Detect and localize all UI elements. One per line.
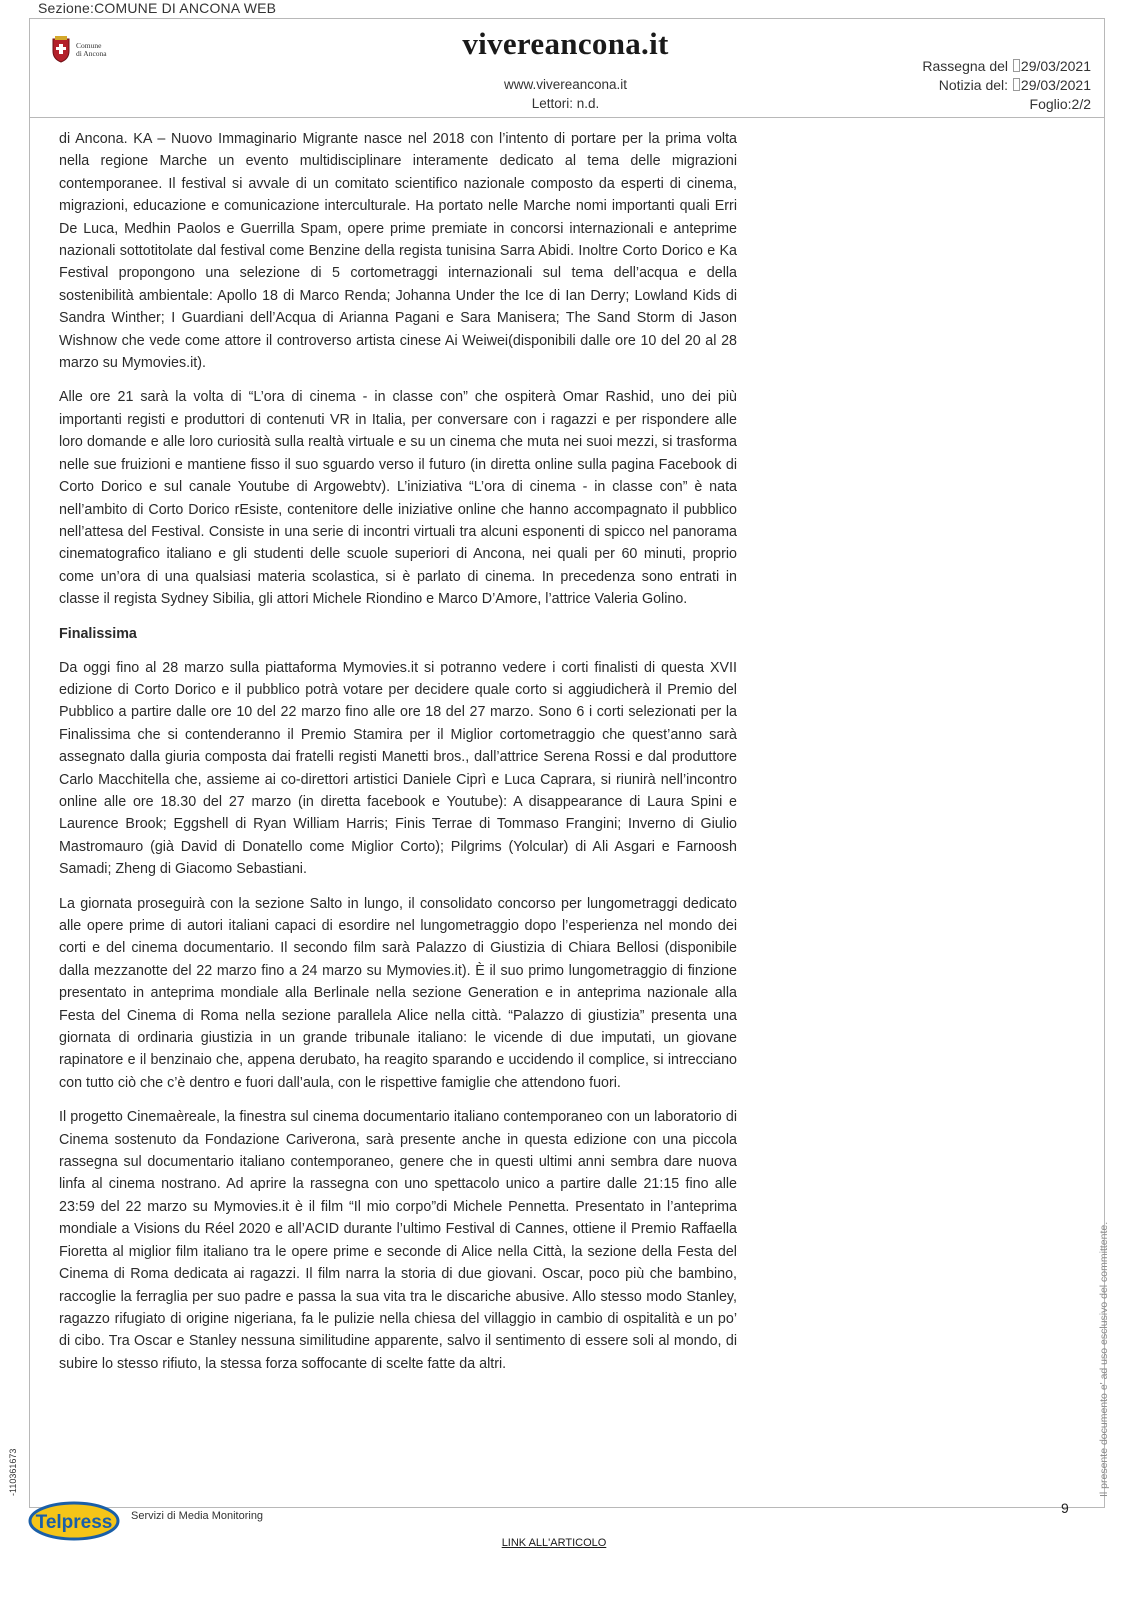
rassegna-line [922,57,1091,76]
document-id-vertical: -110361673 [8,1448,18,1496]
clipping-meta [922,57,1091,114]
article-link[interactable]: LINK ALL'ARTICOLO [501,1537,607,1549]
logo-text-line2: di Ancona [76,49,107,58]
paragraph: di Ancona. KA – Nuovo Immaginario Migrante nasce nel 2018 con l’intento di portare per la prima volta nella regione Marche un evento multidisciplinare interamente dedicato al tema delle migrazioni contemporanee. Il festival si avvale di un comitato scientifico nazionale composto da esperti di cinema, migrazioni, educazione e comunicazione interculturale. Ha portato nelle Marche nomi importanti quali Erri De Luca, Medhin Paolos e Guerrilla Spam, opere prime premiate in concorsi internazionali e anteprime nazionali sottotitolate dal festival come Benzine della regista tunisina Sarra Abidi. Inoltre Corto Dorico e Ka Festival propongono una selezione di 5 cortometraggi internazionali sul tema dell’acqua e della sostenibilità ambientale: Apollo 18 di Marco Renda; Johanna Under the Ice di Ian Derry; Lowland Kids di Sandra Winther; I Guardiani dell’Acqua di Arianna Pagani e Sara Manisera; The Sand Storm di Jason Wishnow che vede come attore il controverso artista cinese Ai Weiwei(disponibili dalle ore 10 del 20 al 28 marzo su Mymovies.it). [59,131,737,372]
section-label: Sezione:COMUNE DI ANCONA WEB [38,0,277,16]
foglio: Foglio:2/2 [1029,96,1091,112]
missing-glyph-icon [1013,59,1020,72]
header-divider [29,117,1105,118]
telpress-wordmark: Telpress [35,1512,113,1533]
monitoring-caption: Servizi di Media Monitoring [131,1510,264,1522]
logo-text-line1: Comune [76,41,102,50]
section-heading: Finalissima [59,625,137,642]
notizia-line [922,76,1091,95]
site-url: www.vivereancona.it [503,77,628,92]
disclaimer-vertical: Il presente documento e' ad uso esclusivo del committente. [1098,1221,1110,1497]
page-number: 9 [1061,1500,1069,1516]
notizia-date: 29/03/2021 [1020,77,1091,93]
missing-glyph-icon [1013,78,1020,91]
paragraph: La giornata proseguirà con la sezione Salto in lungo, il consolidato concorso per lungometraggi dedicato alle opere prime di autori italiani capaci di esordire nel lungometraggio dopo l’esperienza nel mondo dei corti e del cinema documentario. Il secondo film sarà Palazzo di Giustizia di Chiara Bellosi (disponibile dalla mezzanotte del 22 marzo fino a 24 marzo su Mymovies.it). È il suo primo lungometraggio di finzione presentato in anteprima mondiale alla Berlinale nella sezione Generation e in anteprima nazionale alla Festa del Cinema di Roma nella sezione parallela Alice nella città. “Palazzo di giustizia” presenta una giornata di ordinaria giustizia in un grande tribunale italiano: le vicende di due imputati, un giovane rapinatore e il benzinaio che, appena derubato, ha reagito sparando e uccidendo il complice, si intrecciano con tutto ciò che c’è dentro e fuori dall’aula, con le rispettive famiglie che attendono fuori. [59,895,737,1091]
rassegna-date: 29/03/2021 [1020,58,1091,74]
paragraph: Da oggi fino al 28 marzo sulla piattaforma Mymovies.it si potranno vedere i corti finalisti di questa XVII edizione di Corto Dorico e il pubblico potrà votare per decidere quale corto si aggiudicherà il Premio del Pubblico a partire dalle ore 10 del 22 marzo fino alle ore 18 del 27 marzo. Sono 6 i corti selezionati per la Finalissima che si contenderanno il Premio Stamira per il Miglior cortometraggio che quest’anno sarà assegnato dalla giuria composta dai fratelli registi Manetti bros., dall’attrice Serena Rossi e dal produttore Carlo Macchitella che, assieme ai co-direttori artistici Daniele Ciprì e Luca Caprara, si riunirà nell’incontro online alle ore 18.30 del 27 marzo (in diretta facebook e Youtube): A disappearance di Laura Spini e Laurence Brook; Eggshell di Ryan William Harris; Finis Terrae di Tommaso Frangini; Inverno di Giulio Mastromauro (già David di Donatello come Miglior Corto); Pilgrims (Yolcular) di Ali Asgari e Farnoosh Samadi; Zheng di Giacomo Sebastiani. [59,659,737,878]
masthead-title: vivereancona.it [462,26,669,61]
paragraph: Alle ore 21 sarà la volta di “L’ora di cinema - in classe con” che ospiterà Omar Rashid, uno dei più importanti registi e produttori di contenuti VR in Italia, per conversare con i ragazzi e per rispondere alle loro domande e alle loro curiosità sulla realtà virtuale e su un cinema che muta nei suoi mezzi, si trasforma nelle sue fruizioni e mantiene fisso il suo sguardo verso il futuro (in diretta online sulla pagina Facebook di Corto Dorico e sul canale Youtube di Argowebtv). L’iniziativa “L’ora di cinema - in classe con” è nata nell’ambito di Corto Dorico rEsiste, contenitore delle iniziative online che hanno accompagnato il pubblico nell’attesa del Festival. Consiste in una serie di incontri virtuali tra alcuni esponenti di spicco nel panorama cinematografico italiano e gli studenti delle scuole superiori di Ancona, nei quali per 60 minuti, proprio come un’ora di una qualsiasi materia scolastica, si è parlato di cinema. In precedenza sono entrati in classe il regista Sydney Sibilia, gli attori Michele Riondino e Marco D’Amore, l’attrice Valeria Golino. [59,389,737,608]
rassegna-label: Rassegna del [922,58,1009,74]
paragraph: Il progetto Cinemaèreale, la finestra sul cinema documentario italiano contemporaneo con un laboratorio di Cinema sostenuto da Fondazione Cariverona, sarà presente anche in questa edizione con una piccola rassegna sul documentario italiano contemporaneo, genere che in questi ultimi anni sembra dare nuova linfa al cinema nostrano. Ad aprire la rassegna con uno spettacolo unico a partire dalle 21:15 fino alle 23:59 del 22 marzo su Mymovies.it è il film “Il mio corpo”di Michele Pennetta. Presentato in l’anteprima mondiale a Visions du Réel 2020 e all’ACID durante l’ultimo Festival di Cannes, ottiene il Premio Raffaella Fioretta al miglior film italiano tra le opere prime e seconde di Alice nella Città, la sezione della Festa del Cinema di Roma dedicata ai ragazzi. Il film narra la storia di due giovani. Oscar, poco più che bambino, raccoglie la ferraglia per suo padre e passa la sua vita tra le discariche abusive. Allo stesso modo Stanley, ragazzo rifugiato di origine nigeriana, fa le pulizie nella chiesa del villaggio in cambio di ospitalità e un po’ di cibo. Tra Oscar e Stanley nessuna similitudine apparente, salvo il sentimento di essere soli al mondo, di subire lo stesso rifiuto, la stessa forza soffocante di scelte fatte da altri. [59,1109,737,1372]
readers-count: Lettori: n.d. [531,96,600,111]
article-body [59,128,737,1387]
notizia-label: Notizia del: [938,77,1009,93]
